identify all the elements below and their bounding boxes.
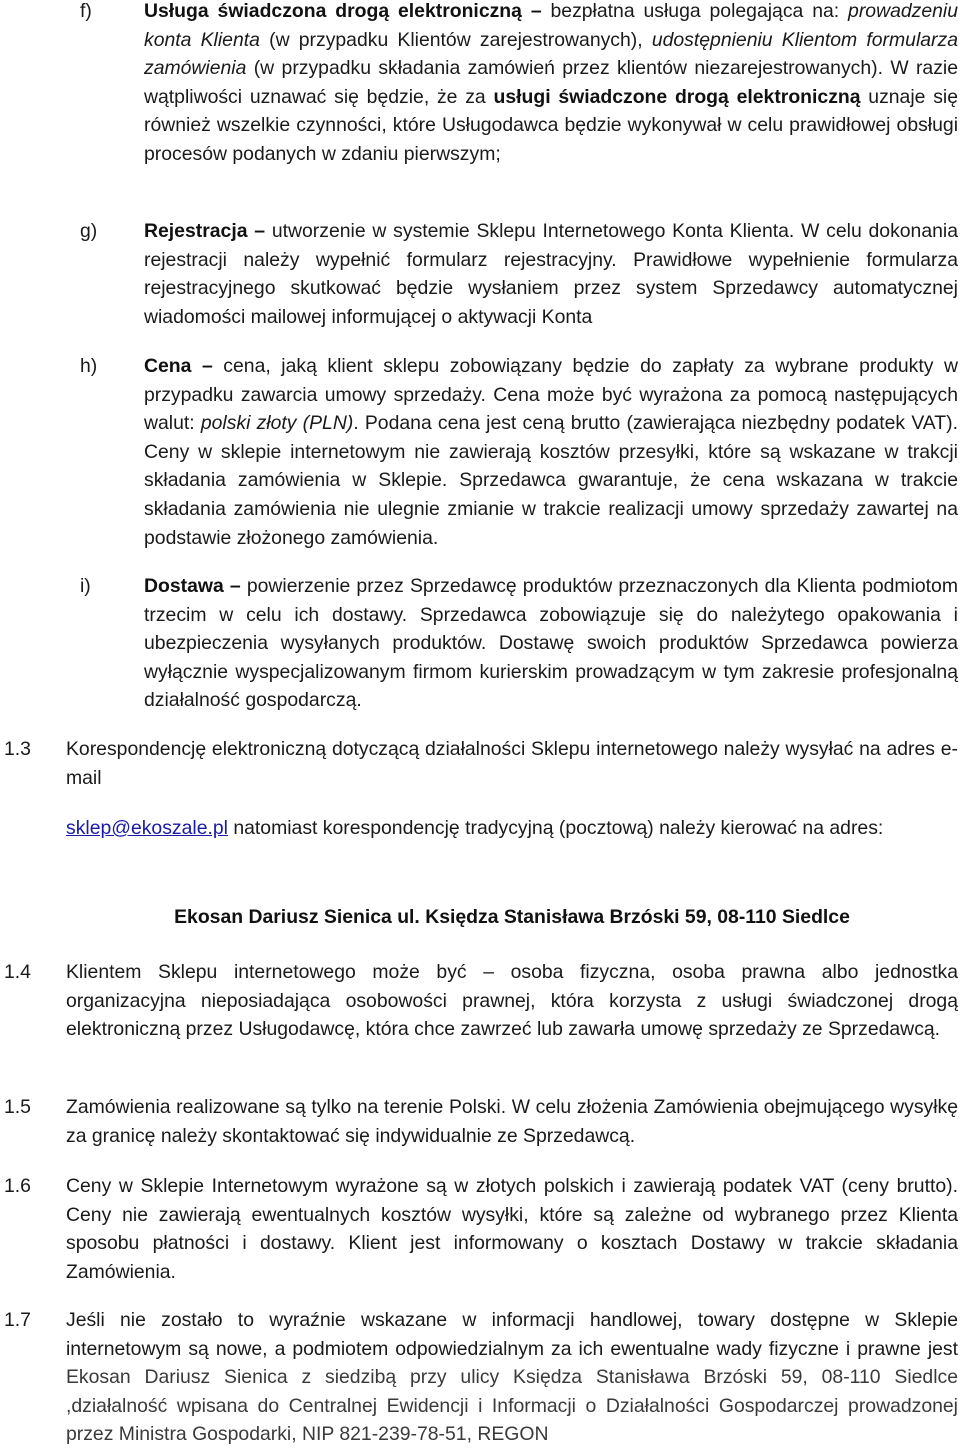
italic-phrase: prowadzeniu konta Klienta	[144, 0, 958, 51]
definition-text: . Podana cena jest ceną brutto (zawierająca niezbędny podatek VAT). Ceny w sklepie internetowym nie zawierają kosztów przesyłki, które są wskazane w trakcji składania zamówienia w Sklepie. Sprzedawca gwarantuje, że cena wskazana w trakcie składania zamówienia nie ulegnie zmianie w trakcie realizacji umowy sprzedaży zawartej na podstawie złożonego zamówienia.	[144, 412, 958, 549]
term-usluga: Usługa świadczona drogą elektroniczną	[144, 0, 522, 22]
term-dash: –	[530, 0, 542, 22]
term-dash: –	[254, 220, 266, 242]
section-paragraph: Zamówienia realizowane są tylko na terenie Polski. W celu złożenia Zamówienia obejmującego wysyłkę za granicę należy skontaktować się indywidualnie ze Sprzedawcą.	[66, 1096, 958, 1147]
section-number-1-5: 1.5	[4, 1096, 31, 1118]
definition-text: bezpłatna usługa polegająca na:	[541, 0, 849, 22]
definition-text: (w przypadku składania zamówień przez klientów niezarejestrowanych). W razie wątpliwości uznawać się będzie, że za	[144, 57, 958, 108]
section-1-3-email-line	[66, 814, 958, 843]
section-number-1-3: 1.3	[4, 738, 31, 760]
section-number-1-7: 1.7	[4, 1309, 31, 1331]
term-rejestracja: Rejestracja	[144, 220, 248, 242]
list-marker-f: f)	[80, 0, 92, 22]
section-paragraph: Klientem Sklepu internetowego może być – osoba fizyczna, osoba prawna albo jednostka organizacyjna nieposiadająca osobowości prawnej, która korzysta z usługi świadczonej drogą elektroniczną przez Usługodawcę, która chce zawrzeć lub zawarła umowę sprzedaży ze Sprzedawcą.	[66, 961, 958, 1041]
company-address: Ekosan Dariusz Sienica ul. Księdza Stanisława Brzóski 59, 08-110 Siedlce	[174, 906, 850, 928]
definition-text: utworzenie w systemie Sklepu Internetowego Konta Klienta. W celu dokonania rejestracji należy wypełnić formularz rejestracyjny. Prawidłowe wypełnienie formularza rejestracyjnego skutkować będzie wysłaniem przez system Sprzedawcy automatycznej wiadomości mailowej informującej o aktywacji Konta	[144, 220, 958, 328]
italic-phrase: udostępnieniu Klientom formularza zamówienia	[144, 28, 958, 80]
term-dash: –	[229, 575, 241, 597]
list-marker-i: i)	[80, 575, 91, 597]
address-line	[66, 903, 958, 932]
section-paragraph: Ceny w Sklepie Internetowym wyrażone są w złotych polskich i zawierają podatek VAT (ceny brutto). Ceny nie zawierają ewentualnych kosztów wysyłki, które są zależne od wybranego przez Klienta sposobu płatności i dostawy. Klient jest informowany o kosztach Dostawy w trakcie składania Zamówienia.	[66, 1175, 958, 1283]
section-1-7-text	[66, 1306, 958, 1449]
section-paragraph: Jeśli nie zostało to wyraźnie wskazane w informacji handlowej, towary dostępne w Sklepie internetowym są nowe, a podmiotem odpowiedzialnym za ich ewentualne wady fizyczne i prawne jest	[66, 1309, 958, 1360]
section-number-1-6: 1.6	[4, 1175, 31, 1197]
term-dostawa: Dostawa	[144, 575, 224, 597]
term-cena: Cena	[144, 355, 192, 377]
term-uslugi: usługi świadczone drogą elektroniczną	[493, 85, 861, 108]
term-dash: –	[201, 355, 213, 377]
section-paragraph: natomiast korespondencję tradycyjną (pocztową) należy kierować na adres:	[227, 817, 884, 839]
section-1-4-text	[66, 958, 958, 1044]
definition-uslugi-elektroniczne	[144, 0, 958, 169]
list-marker-g: g)	[80, 220, 98, 242]
section-1-5-text	[66, 1093, 958, 1150]
definition-rejestracja	[144, 217, 958, 331]
section-paragraph: Korespondencję elektroniczną dotyczącą działalności Sklepu internetowego należy wysyłać na adres e-mail	[66, 738, 958, 789]
definition-dostawa	[144, 572, 958, 715]
definition-cena	[144, 352, 958, 552]
definition-text: (w przypadku Klientów zarejestrowanych),	[259, 28, 652, 51]
list-marker-h: h)	[80, 355, 98, 377]
email-link[interactable]: sklep@ekoszale.pl	[66, 817, 228, 839]
section-1-6-text	[66, 1172, 958, 1286]
italic-currency: polski złoty (PLN)	[200, 412, 354, 435]
company-details: Ekosan Dariusz Sienica z siedzibą przy ulicy Księdza Stanisława Brzóski 59, 08-110 Siedlce ,działalność wpisana do Centralnej Ewidencji i Informacji o Działalności Gospodarczej prowadzonej przez Ministra Gospodarki, NIP 821-239-78-51, REGON	[66, 1366, 958, 1446]
definition-text: uznaje się również wszelkie czynności, które Usługodawca będzie wykonywał w celu prawidłowej obsługi procesów podanych w zdaniu pierwszym;	[144, 85, 958, 165]
definition-text: powierzenie przez Sprzedawcę produktów przeznaczonych dla Klienta podmiotom trzecim w celu ich dostawy. Sprzedawca zobowiązuje się do należytego opakowania i ubezpieczenia wysyłanych produktów. Dostawę swoich produktów Sprzedawca powierza wyłącznie wyspecjalizowanym firmom kurierskim prowadzącym w tym zakresie profesjonalną działalność gospodarczą.	[144, 575, 958, 712]
section-1-3-text	[66, 735, 958, 792]
section-number-1-4: 1.4	[4, 961, 31, 983]
definition-text: cena, jaką klient sklepu zobowiązany będzie do zapłaty za wybrane produkty w przypadku zawarcia umowy sprzedaży. Cena może być wyrażona za pomocą następujących walut:	[144, 355, 958, 435]
